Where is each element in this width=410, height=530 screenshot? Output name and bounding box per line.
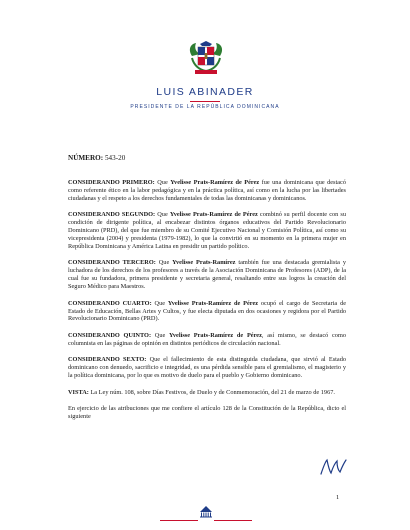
vista-label: VISTA: (68, 388, 89, 396)
considerando-tercero-label: CONSIDERANDO TERCERO: (68, 259, 156, 267)
footer-divider-left (160, 520, 198, 521)
considerando-primero-name: Yvelisse Prats-Ramírez de Pérez (170, 179, 260, 186)
considerando-quinto-label: CONSIDERANDO QUINTO: (68, 331, 152, 339)
document-body (68, 154, 346, 430)
header-divider (190, 101, 220, 102)
president-title: PRESIDENTE DE LA REPÚBLICA DOMINICANA (130, 104, 280, 110)
considerando-quinto (68, 332, 346, 348)
considerando-segundo-pre: Que (155, 211, 170, 219)
decree-number (68, 154, 346, 162)
considerando-segundo-label: CONSIDERANDO SEGUNDO: (68, 211, 156, 219)
considerando-segundo-text: combinó su perfil docente con su condición de dirigente política, al encabezar distintos órganos educativos del Partido Revolucionario Dominicano (PRD), del que fue miembro de su Comité Ejecutivo Nacional y Comisión Política, así como su vicepresidenta (2004) y presidenta (1979-1982), lo que la convirtió en su momento en la primera mujer en República Dominicana y América Latina en presidir un partido político. (68, 211, 347, 250)
considerando-quinto-text: , así mismo, se destacó como columnista en las páginas de opinión en distintos periódicos de circulación nacional. (68, 331, 346, 347)
palace-emblem-icon (199, 504, 213, 518)
coat-of-arms-icon (186, 40, 226, 78)
signature-initials-icon (318, 457, 348, 477)
en-ejercicio: En ejercicio de las atribuciones que me confiere el artículo 128 de la Constitución de la República, dicto el siguiente (68, 405, 346, 421)
considerando-sexto (68, 356, 346, 380)
considerando-quinto-pre: Que (151, 331, 170, 339)
considerando-tercero-text: también fue una destacada gremialista y luchadora de los derechos de los profesores a través de la Asociación Dominicana de Profesores (ADP), de la cual fue su fundadora, primera presidente y secretaria general, resaltando entre sus logros la creación del Seguro Médico para Maestros. (68, 259, 346, 291)
page-number: 1 (336, 494, 340, 501)
considerando-cuarto-pre: Que (151, 299, 168, 307)
considerando-cuarto-text: ocupó el cargo de Secretaria de Estado de Educación, Bellas Artes y Cultos, y fue electa diputada en dos ocasiones y regidora por el Partido Revolucionario Dominicano (PRD). (68, 299, 347, 323)
considerando-cuarto-name: Yvelisse Prats-Ramírez de Pérez (167, 299, 259, 307)
considerando-cuarto (68, 300, 346, 324)
vista (68, 389, 346, 397)
considerando-primero (68, 179, 346, 203)
president-name: LUIS ABINADER (156, 86, 254, 98)
considerando-segundo-name: Yvelisse Prats-Ramírez de Pérez (169, 211, 258, 219)
decree-number-label: NÚMERO: (68, 154, 104, 162)
considerando-tercero-name: Yvelisse Prats-Ramírez (172, 259, 236, 267)
footer-divider-right (214, 520, 252, 521)
decree-number-value: 543-20 (104, 154, 126, 162)
considerando-primero-pre: Que (154, 179, 171, 186)
considerando-segundo (68, 211, 346, 251)
considerando-quinto-name: Yvelisse Prats-Ramírez de Pérez (169, 331, 262, 339)
considerando-tercero-pre: Que (155, 259, 173, 267)
considerando-sexto-label: CONSIDERANDO SEXTO: (68, 356, 147, 364)
vista-text: La Ley núm. 108, sobre Días Festivos, de Duelo y de Conmemoración, del 21 de marzo de 1967. (88, 388, 335, 396)
considerando-sexto-text: Que el fallecimiento de esta distinguida ciudadana, que sirvió al Estado dominicano con denuedo, sacrificio e integridad, es una pérdida sensible para el gremialismo, el magisterio y la política dominicana, por lo que es motivo de duelo para el pueblo y Gobierno dominicano. (68, 356, 346, 380)
considerando-primero-text: fue una dominicana que destacó como referente ético en la labor pedagógica y en la práctica política, así como en la lucha por las libertades ciudadanas y el respeto a los derechos fundamentales de todas las dominicanas y dominicanos. (68, 179, 346, 202)
considerando-primero-label: CONSIDERANDO PRIMERO: (68, 179, 155, 186)
considerando-tercero (68, 259, 346, 291)
considerando-cuarto-label: CONSIDERANDO CUARTO: (68, 299, 152, 307)
